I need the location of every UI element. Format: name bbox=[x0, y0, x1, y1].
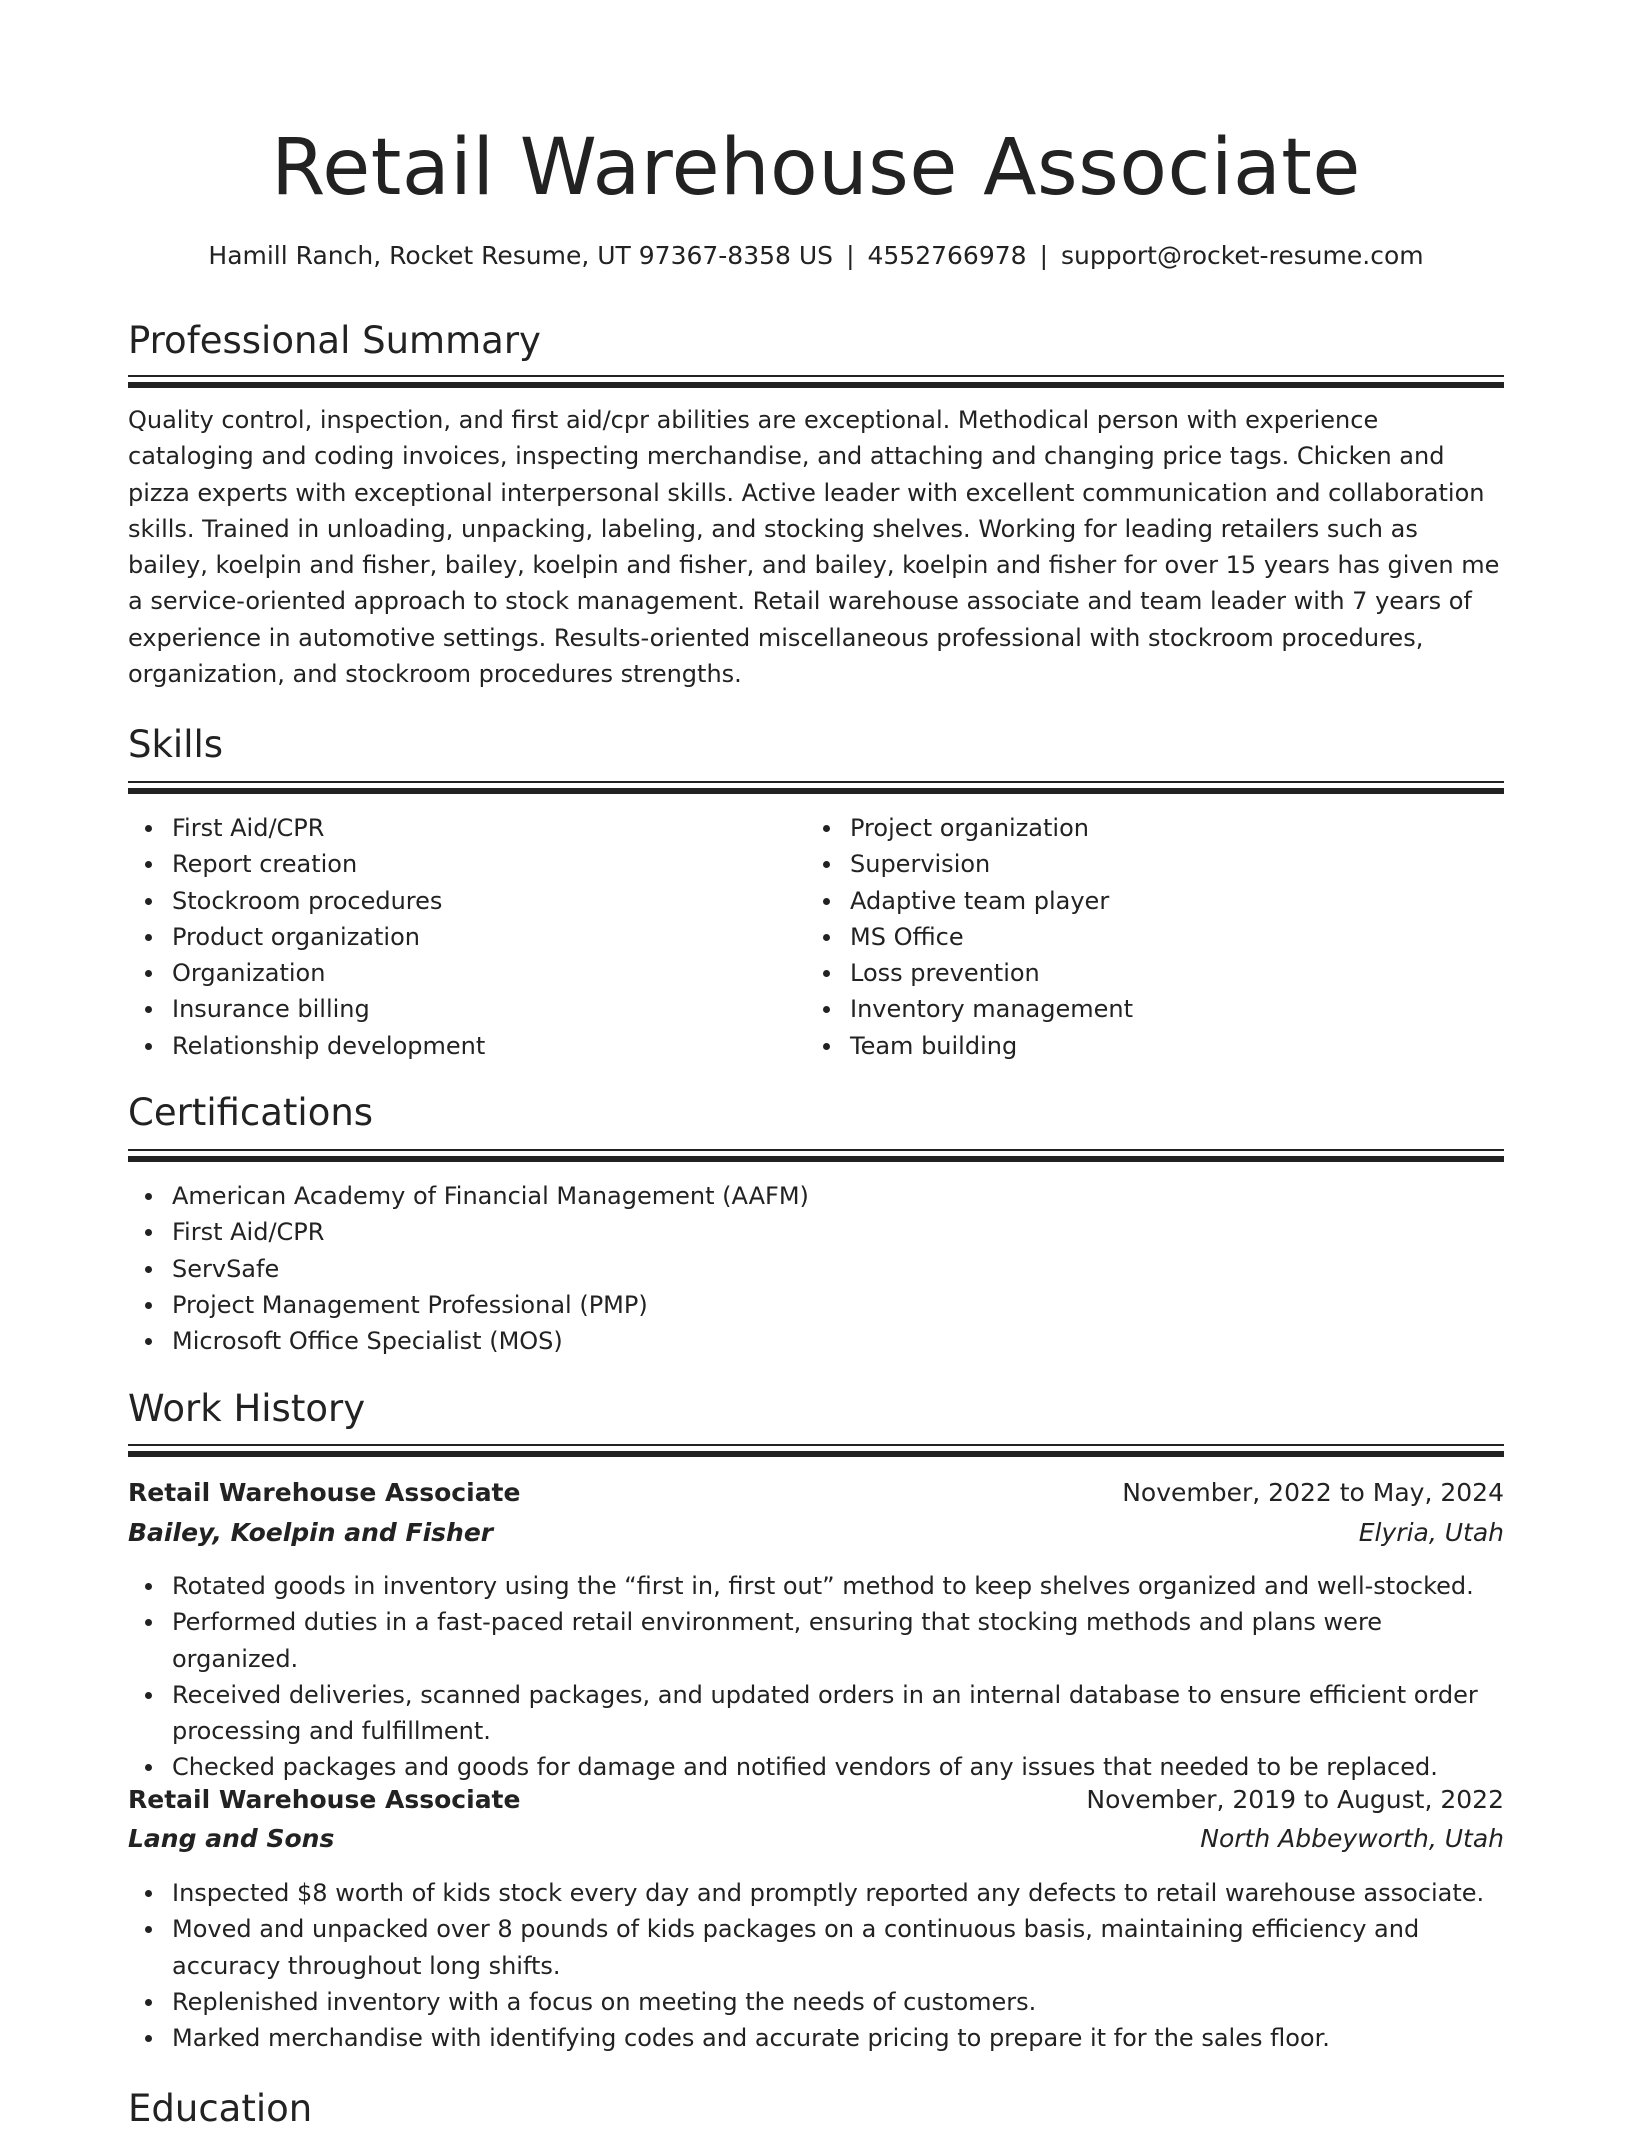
certification-item: Project Management Professional (PMP) bbox=[128, 1287, 1504, 1323]
job-location: North Abbeyworth, Utah bbox=[1200, 1824, 1504, 1853]
skill-item: Organization bbox=[128, 955, 788, 991]
job-title: Retail Warehouse Associate bbox=[128, 1785, 521, 1814]
job-bullet: Marked merchandise with identifying codes and accurate pricing to prepare it for the sales floor. bbox=[128, 2020, 1504, 2056]
contact-separator: | bbox=[1039, 241, 1048, 270]
education-heading: Education bbox=[128, 2087, 313, 2130]
job-bullet: Rotated goods in inventory using the “first in, first out” method to keep shelves organized and well-stocked. bbox=[128, 1568, 1504, 1604]
skills-list-left bbox=[128, 810, 788, 1064]
resume-title: Retail Warehouse Associate bbox=[271, 123, 1361, 213]
skill-item: Inventory management bbox=[806, 991, 1466, 1027]
section-divider bbox=[128, 375, 1504, 389]
contact-email[interactable]: support@rocket-resume.com bbox=[1061, 241, 1424, 270]
skill-item: Loss prevention bbox=[806, 955, 1466, 991]
work-history-heading: Work History bbox=[128, 1387, 366, 1430]
summary-text: Quality control, inspection, and first aid/cpr abilities are exceptional. Methodical person with experience cataloging and coding invoices, inspecting merchandise, and attaching and changing price tags. Chicken and pizza experts with exceptional interpersonal skills. Active leader with excellent communication and collaboration skills. Trained in unloading, unpacking, labeling, and stocking shelves. Working for leading retailers such as bailey, koelpin and fisher, bailey, koelpin and fisher, and bailey, koelpin and fisher for over 15 years has given me a service-oriented approach to stock management. Retail warehouse associate and team leader with 7 years of experience in automotive settings. Results-oriented miscellaneous professional with stockroom procedures, organization, and stockroom procedures strengths. bbox=[128, 406, 1500, 689]
certification-item: Microsoft Office Specialist (MOS) bbox=[128, 1323, 1504, 1359]
section-divider bbox=[128, 781, 1504, 795]
skills-heading: Skills bbox=[128, 723, 224, 766]
job-bullet: Performed duties in a fast-paced retail environment, ensuring that stocking methods and plans were organized. bbox=[128, 1604, 1504, 1677]
skill-item: Project organization bbox=[806, 810, 1466, 846]
skill-item: Insurance billing bbox=[128, 991, 788, 1027]
job-company: Lang and Sons bbox=[128, 1824, 335, 1853]
certification-item: First Aid/CPR bbox=[128, 1214, 1504, 1250]
certification-item: American Academy of Financial Management (AAFM) bbox=[128, 1178, 1504, 1214]
contact-line bbox=[128, 238, 1504, 274]
skill-item: Report creation bbox=[128, 846, 788, 882]
job-dates: November, 2022 to May, 2024 bbox=[1122, 1478, 1504, 1507]
certifications-list bbox=[128, 1178, 1504, 1359]
skill-item: Stockroom procedures bbox=[128, 883, 788, 919]
skills-list-right bbox=[806, 810, 1466, 1064]
skill-item: First Aid/CPR bbox=[128, 810, 788, 846]
job-title: Retail Warehouse Associate bbox=[128, 1478, 521, 1507]
contact-separator: | bbox=[846, 241, 855, 270]
certifications-heading: Certifications bbox=[128, 1091, 374, 1134]
contact-address: Hamill Ranch, Rocket Resume, UT 97367-8358 US bbox=[208, 241, 834, 270]
contact-phone: 4552766978 bbox=[867, 241, 1027, 270]
skill-item: Supervision bbox=[806, 846, 1466, 882]
job-bullets bbox=[128, 1568, 1504, 1786]
section-divider bbox=[128, 1149, 1504, 1163]
skill-item: MS Office bbox=[806, 919, 1466, 955]
skill-item: Adaptive team player bbox=[806, 883, 1466, 919]
job-dates: November, 2019 to August, 2022 bbox=[1086, 1785, 1504, 1814]
skill-item: Relationship development bbox=[128, 1028, 788, 1064]
job-bullet: Received deliveries, scanned packages, and updated orders in an internal database to ensure efficient order processing and fulfillment. bbox=[128, 1677, 1504, 1750]
job-company: Bailey, Koelpin and Fisher bbox=[128, 1518, 494, 1547]
job-bullet: Moved and unpacked over 8 pounds of kids packages on a continuous basis, maintaining efficiency and accuracy throughout long shifts. bbox=[128, 1911, 1504, 1984]
job-bullet: Inspected $8 worth of kids stock every day and promptly reported any defects to retail warehouse associate. bbox=[128, 1875, 1504, 1911]
certification-item: ServSafe bbox=[128, 1251, 1504, 1287]
skill-item: Team building bbox=[806, 1028, 1466, 1064]
job-bullet: Checked packages and goods for damage and notified vendors of any issues that needed to be replaced. bbox=[128, 1749, 1504, 1785]
section-divider bbox=[128, 1444, 1504, 1458]
job-bullets bbox=[128, 1875, 1504, 2056]
summary-heading: Professional Summary bbox=[128, 319, 541, 362]
skill-item: Product organization bbox=[128, 919, 788, 955]
job-location: Elyria, Utah bbox=[1358, 1518, 1504, 1547]
job-bullet: Replenished inventory with a focus on meeting the needs of customers. bbox=[128, 1984, 1504, 2020]
